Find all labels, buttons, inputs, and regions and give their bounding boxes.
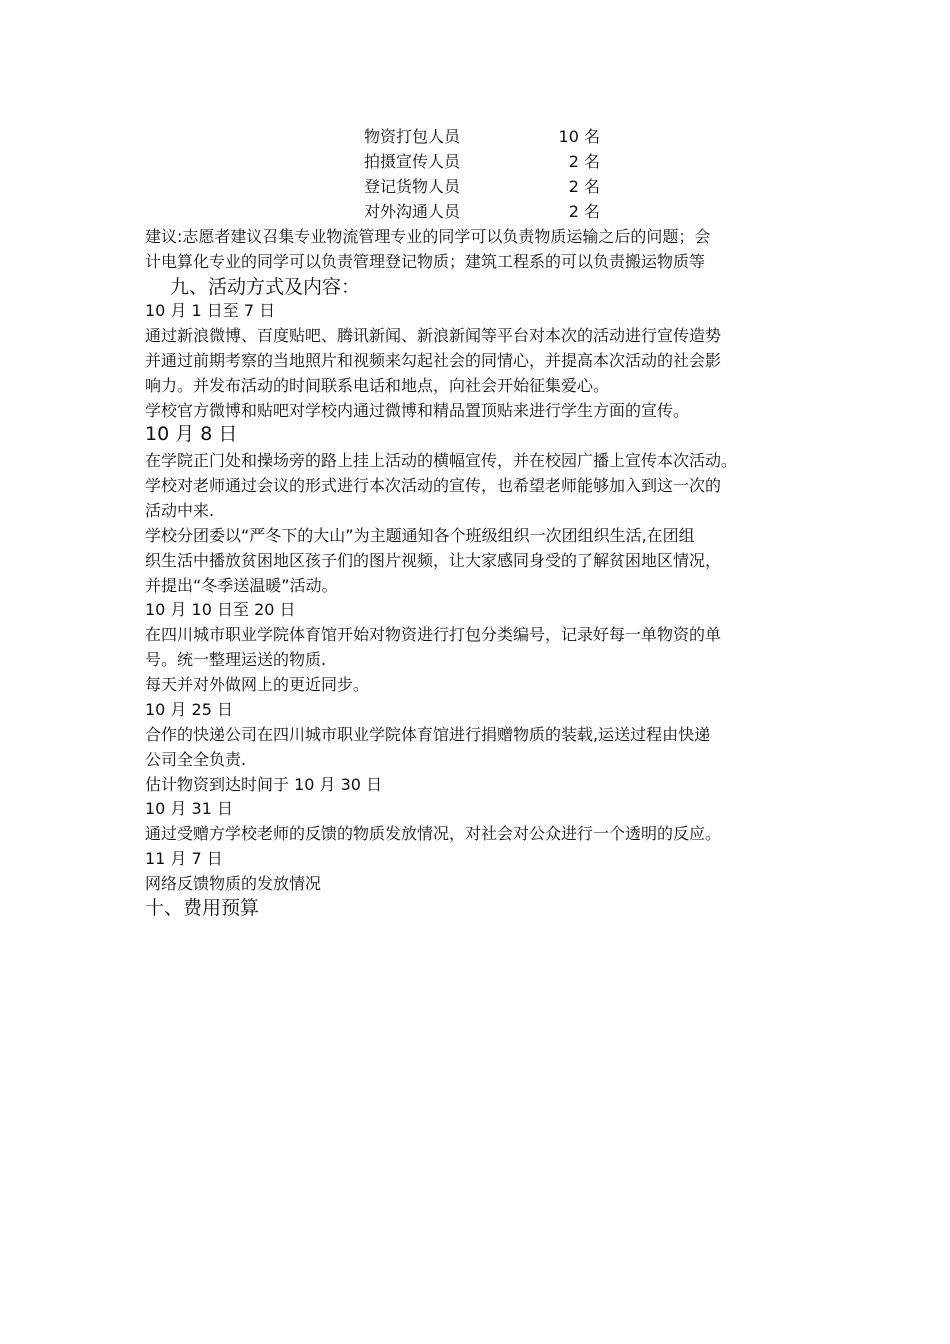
date-label: 10 月 10 日至 20 日 [145,600,296,619]
staff-count: 10 名 [558,127,600,146]
section-heading: 十、费用预算 [145,897,260,919]
paragraph-line: 估计物资到达时间于 10 月 30 日 [145,775,383,794]
paragraph-line: 通过受赠方学校老师的反馈的物质发放情况，对社会对公众进行一个透明的反应。 [145,824,722,843]
paragraph-line: 并通过前期考察的当地照片和视频来勾起社会的同情心，并提高本次活动的社会影 [145,351,722,370]
staff-role: 对外沟通人员 [363,202,460,221]
paragraph-line: 每天并对外做网上的更近同步。 [145,675,370,694]
staff-role: 拍摄宣传人员 [363,152,460,171]
date-label: 10 月 31 日 [145,799,233,818]
date-label: 10 月 25 日 [145,700,233,719]
suggestion-line: 计电算化专业的同学可以负责管理登记物质；建筑工程系的可以负责搬运物质等 [145,252,706,271]
paragraph-line: 学校对老师通过会议的形式进行本次活动的宣传，也希望老师能够加入到这一次的 [145,476,722,495]
paragraph-line: 通过新浪微博、百度贴吧、腾讯新闻、新浪新闻等平台对本次的活动进行宣传造势 [145,326,722,345]
staff-count: 2 名 [568,152,600,171]
paragraph-line: 织生活中播放贫困地区孩子们的图片视频，让大家感同身受的了解贫困地区情况， [145,551,722,570]
date-label: 10 月 8 日 [145,423,238,445]
paragraph-line: 合作的快递公司在四川城市职业学院体育馆进行捐赠物质的装载,运送过程由快递 [145,725,711,744]
staff-row [300,124,640,149]
paragraph-line: 学校官方微博和贴吧对学校内通过微博和精品置顶贴来进行学生方面的宣传。 [145,401,690,420]
staff-row [300,149,640,174]
staff-role: 登记货物人员 [363,177,460,196]
section-heading: 九、活动方式及内容： [170,276,361,298]
paragraph-line: 号。统一整理运送的物质. [145,650,327,669]
staff-role: 物资打包人员 [363,127,460,146]
staff-count: 2 名 [568,177,600,196]
paragraph-line: 公司全全负责. [145,750,247,769]
staff-row [300,199,640,224]
paragraph-line: 网络反馈物质的发放情况 [145,874,322,893]
paragraph-line: 在四川城市职业学院体育馆开始对物资进行打包分类编号，记录好每一单物资的单 [145,625,722,644]
paragraph-line: 并提出“冬季送温暖”活动。 [145,576,338,595]
date-label: 11 月 7 日 [145,849,223,868]
paragraph-line: 响力。并发布活动的时间联系电话和地点，向社会开始征集爱心。 [145,376,610,395]
suggestion-line: 建议:志愿者建议召集专业物流管理专业的同学可以负责物质运输之后的问题；会 [145,227,711,246]
paragraph-line: 活动中来. [145,501,215,520]
staff-row [300,174,640,199]
paragraph-line: 学校分团委以“严冬下的大山”为主题通知各个班级组织一次团组织生活,在团组 [145,526,695,545]
staff-count: 2 名 [568,202,600,221]
date-label: 10 月 1 日至 7 日 [145,301,276,320]
paragraph-line: 在学院正门处和操场旁的路上挂上活动的横幅宣传，并在校园广播上宣传本次活动。 [145,451,738,470]
